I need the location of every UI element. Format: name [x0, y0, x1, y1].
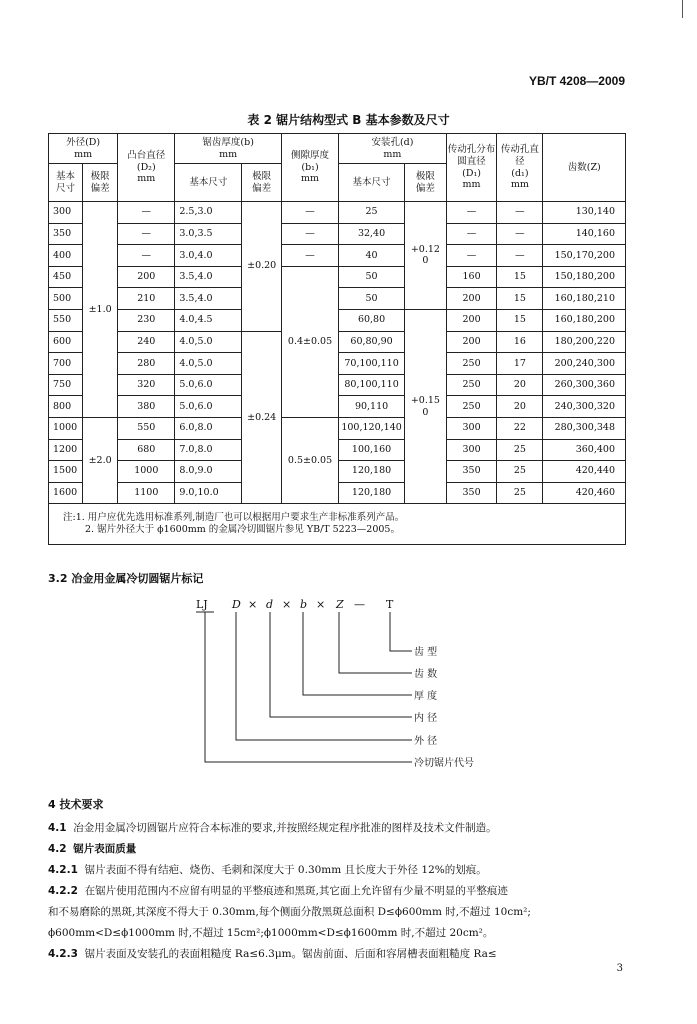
cell: 8.0,9.0 [175, 461, 242, 483]
cell: 3.5,4.0 [175, 266, 242, 288]
cell: 60,80 [339, 309, 405, 331]
cell: 140,160 [543, 223, 626, 245]
paragraph-4-2-2: 4.2.2 在锯片使用范围内不应留有明显的平整痕迹和黑斑,其它面上允许留有少量不明显的平整痕迹 和不易磨除的黑斑,其深度不得大于 0.30mm,每个侧面分散黑斑总面积 D≤ϕ600mm 时,不超过 10cm²; ϕ600mm<D≤ϕ1000mm 时,不超过 15cm²;ϕ1000mm<D≤ϕ1600mm 时,不超过 20cm²。 [48, 885, 531, 939]
cell: 5.0,6.0 [175, 374, 242, 396]
cell: 5.0,6.0 [175, 396, 242, 418]
cell: 25 [339, 202, 405, 224]
cell: 230 [118, 309, 175, 331]
marking-token: d [266, 598, 274, 611]
cell: 360,400 [543, 439, 626, 461]
sub-basic: 基本尺寸 [175, 164, 242, 202]
cell: 280 [118, 353, 175, 375]
col-tooth-thickness: 锯齿厚度(b) mm [175, 134, 282, 164]
cell: 32,40 [339, 223, 405, 245]
cell: — [446, 223, 497, 245]
cell: 1100 [118, 482, 175, 504]
cell: 15 [497, 266, 543, 288]
cell: 250 [446, 374, 497, 396]
cell-tol-b: ±0.20 [242, 202, 282, 332]
cell: 240 [118, 331, 175, 353]
cell: 2.5,3.0 [175, 202, 242, 224]
cell: 300 [49, 202, 83, 224]
cell: 550 [49, 309, 83, 331]
cell-tol-d: ±1.0 [83, 202, 118, 418]
cell: 380 [118, 396, 175, 418]
cell: 240,300,320 [543, 396, 626, 418]
cell: 320 [118, 374, 175, 396]
cell: 20 [497, 374, 543, 396]
heading-4-2: 4.2 锯片表面质量 [48, 843, 137, 855]
sub-basic: 基本 尺寸 [49, 164, 83, 202]
marking-label: 厚 度 [414, 691, 438, 702]
cell: 100,160 [339, 439, 405, 461]
paragraph-4-2-3: 4.2.3 锯片表面及安装孔的表面粗糙度 Ra≤6.3μm。锯齿前面、后面和容屑槽表面粗糙度 Ra≤ [48, 948, 497, 960]
cell: 16 [497, 331, 543, 353]
cell: 250 [446, 396, 497, 418]
cell: 500 [49, 288, 83, 310]
section-3-2-heading: 3.2 冶金用金属冷切圆锯片标记 [48, 572, 204, 585]
cell: 200 [446, 288, 497, 310]
cell: 350 [49, 223, 83, 245]
cell: 100,120,140 [339, 417, 405, 439]
marking-label: 齿 数 [414, 669, 438, 680]
cell: — [281, 223, 338, 245]
cell: — [497, 223, 543, 245]
cell: 750 [49, 374, 83, 396]
cell: 800 [49, 396, 83, 418]
cell: 200 [118, 266, 175, 288]
cell: 3.0,4.0 [175, 245, 242, 267]
cell: 17 [497, 353, 543, 375]
cell: 130,140 [543, 202, 626, 224]
cell: 90,110 [339, 396, 405, 418]
col-teeth: 齿数(Z) [543, 134, 626, 202]
cell: 1000 [118, 461, 175, 483]
cell: 250 [446, 353, 497, 375]
cell: 200 [446, 331, 497, 353]
col-drive-circle: 传动孔分布圆直径 (D₁) mm [446, 134, 497, 202]
marking-token: b [300, 598, 308, 611]
cell: 22 [497, 417, 543, 439]
cell: 400 [49, 245, 83, 267]
marking-token: D [232, 598, 241, 611]
cell: — [497, 245, 543, 267]
cell: 80,100,110 [339, 374, 405, 396]
cell: 15 [497, 288, 543, 310]
cell: 25 [497, 482, 543, 504]
cell: 25 [497, 461, 543, 483]
cell: — [497, 202, 543, 224]
col-bore: 安装孔(d) mm [339, 134, 447, 164]
cell: 280,300,348 [543, 417, 626, 439]
sub-basic: 基本尺寸 [339, 164, 405, 202]
cell: 120,180 [339, 461, 405, 483]
marking-token: T [386, 598, 394, 611]
cell: 1200 [49, 439, 83, 461]
cell-tol-b: ±0.24 [242, 331, 282, 504]
col-outer-d: 外径(D) mm [49, 134, 118, 164]
cell: 50 [339, 288, 405, 310]
cell: 9.0,10.0 [175, 482, 242, 504]
cell: 7.0,8.0 [175, 439, 242, 461]
cell: 420,440 [543, 461, 626, 483]
cell: 50 [339, 266, 405, 288]
cell: 3.0,3.5 [175, 223, 242, 245]
marking-token: × [248, 598, 258, 611]
cell: — [446, 245, 497, 267]
marking-token: Z [336, 598, 344, 611]
cell: 180,200,220 [543, 331, 626, 353]
cell: 4.0,4.5 [175, 309, 242, 331]
cell: — [118, 202, 175, 224]
cell: 3.5,4.0 [175, 288, 242, 310]
cell: 350 [446, 461, 497, 483]
cell: — [281, 245, 338, 267]
cell: 450 [49, 266, 83, 288]
cell: 1500 [49, 461, 83, 483]
cell: 4.0,5.0 [175, 331, 242, 353]
cell: — [446, 202, 497, 224]
cell: 150,170,200 [543, 245, 626, 267]
marking-label: 内 径 [414, 713, 438, 724]
cell: 150,180,200 [543, 266, 626, 288]
cell: 200,240,300 [543, 353, 626, 375]
marking-label: 外 径 [414, 736, 438, 747]
cell: 20 [497, 396, 543, 418]
cell: 680 [118, 439, 175, 461]
cell: — [118, 223, 175, 245]
cell-tol-bore: +0.15 0 [405, 309, 447, 503]
cell: 120,180 [339, 482, 405, 504]
cell: 1600 [49, 482, 83, 504]
cell: 300 [446, 417, 497, 439]
note-2: 2. 锯片外径大于 ϕ1600mm 的金属冷切圆锯片参见 YB/T 5223—2005。 [85, 524, 400, 536]
sub-limit: 极限 偏差 [242, 164, 282, 202]
standard-code-header: YB/T 4208—2009 [528, 74, 625, 88]
cell: 1000 [49, 417, 83, 439]
sub-limit: 极限 偏差 [83, 164, 118, 202]
section-4-heading: 4 技术要求 [48, 798, 104, 811]
cell: 25 [497, 439, 543, 461]
cell-side-gap: 0.4±0.05 [281, 266, 338, 417]
cell: 300 [446, 439, 497, 461]
cell: — [118, 245, 175, 267]
marking-token: LJ [196, 598, 208, 611]
note-1: 注:1. 用户应优先选用标准系列,制造厂也可以根据用户要求生产非标准系列产品。 [63, 512, 405, 524]
col-boss: 凸台直径 (D₂) mm [118, 134, 175, 202]
marking-label: 冷切锯片代号 [414, 758, 474, 769]
cell: 160,180,200 [543, 309, 626, 331]
cell-side-gap: 0.5±0.05 [281, 417, 338, 503]
paragraph-4-2-1: 4.2.1 锯片表面不得有结疤、烧伤、毛刺和深度大于 0.30mm 且长度大于外径 12%的划痕。 [48, 864, 487, 876]
cell: 550 [118, 417, 175, 439]
cell: 40 [339, 245, 405, 267]
marking-label: 齿 型 [414, 647, 438, 658]
cell: 6.0,8.0 [175, 417, 242, 439]
page-number: 3 [616, 963, 623, 974]
cell: 4.0,5.0 [175, 353, 242, 375]
cell: 260,300,360 [543, 374, 626, 396]
cell: — [281, 202, 338, 224]
cell: 700 [49, 353, 83, 375]
paragraph-4-1: 4.1 冶金用金属冷切圆锯片应符合本标准的要求,并按照经规定程序批准的图样及技术文件制造。 [48, 822, 497, 834]
col-side-gap: 侧隙厚度 (b₁) mm [281, 134, 338, 202]
marking-token: — [354, 598, 365, 611]
marking-token: × [316, 598, 326, 611]
marking-token: × [282, 598, 292, 611]
cell: 160 [446, 266, 497, 288]
cell-tol-d: ±2.0 [83, 417, 118, 503]
cell: 210 [118, 288, 175, 310]
cell: 160,180,210 [543, 288, 626, 310]
cell: 350 [446, 482, 497, 504]
cell-tol-bore: +0.12 0 [405, 202, 447, 310]
cell: 60,80,90 [339, 331, 405, 353]
sub-limit: 极限 偏差 [405, 164, 447, 202]
cell: 420,460 [543, 482, 626, 504]
col-drive-hole: 传动孔直径 (d₁) mm [497, 134, 543, 202]
cell: 600 [49, 331, 83, 353]
cell: 15 [497, 309, 543, 331]
table-title: 表 2 锯片结构型式 B 基本参数及尺寸 [247, 113, 450, 127]
cell: 200 [446, 309, 497, 331]
cell: 70,100,110 [339, 353, 405, 375]
